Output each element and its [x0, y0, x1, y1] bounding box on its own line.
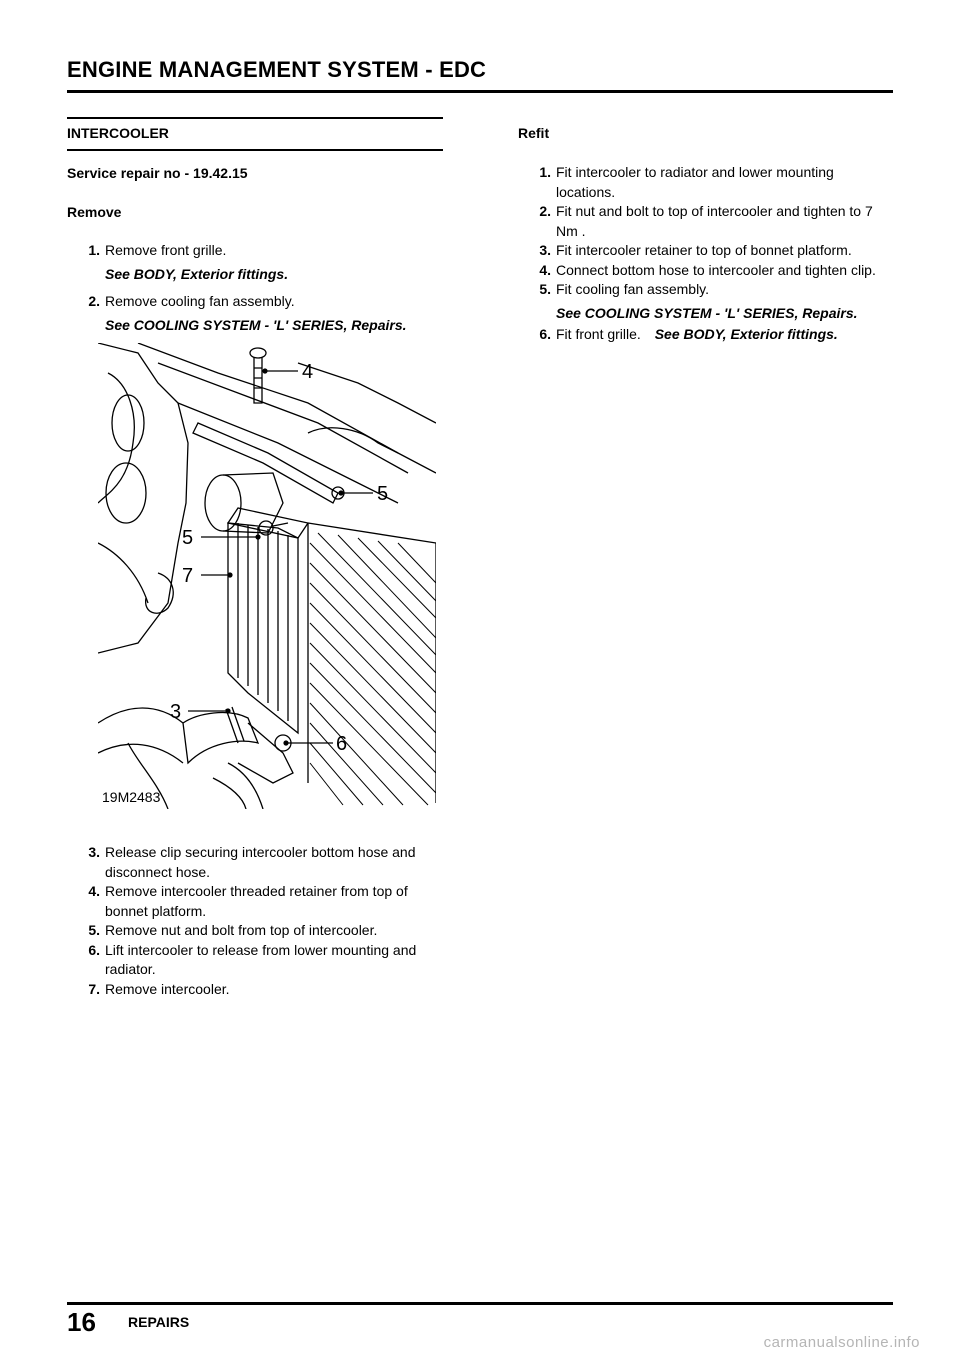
- page-number: 16: [67, 1307, 96, 1337]
- service-repair-number: Service repair no - 19.42.15: [67, 165, 248, 181]
- step-number: 3.: [539, 242, 551, 258]
- callout-number: 6: [336, 733, 348, 755]
- intercooler-illustration: [98, 343, 436, 809]
- list-item: [518, 261, 894, 281]
- figure-id-label: 19M2483: [102, 789, 161, 805]
- remove-heading: Remove: [67, 204, 122, 220]
- list-item: [67, 882, 443, 921]
- step-number: 2.: [539, 203, 551, 219]
- step-number: 7.: [88, 980, 100, 997]
- cross-reference-link[interactable]: See BODY, Exterior fittings.: [654, 326, 838, 342]
- footer-section-label: REPAIRS: [128, 1314, 190, 1330]
- section-bottom-rule: [67, 149, 443, 151]
- step-text: Fit nut and bolt to top of intercooler and tighten to 7 Nm .: [556, 203, 873, 239]
- cross-reference-link[interactable]: See BODY, Exterior fittings.: [105, 265, 289, 282]
- remove-steps-list-a: [67, 241, 443, 335]
- list-item: [67, 980, 443, 1000]
- header-divider: [67, 90, 893, 93]
- callout-number: 4: [302, 361, 314, 383]
- watermark: carmanualsonline.info: [763, 1334, 920, 1351]
- list-item: [518, 325, 894, 345]
- list-item: [518, 202, 894, 241]
- step-text: Lift intercooler to release from lower mounting and radiator.: [105, 941, 417, 977]
- callout-number: 7: [182, 565, 194, 587]
- step-text: Release clip securing intercooler bottom hose and disconnect hose.: [105, 844, 416, 880]
- step-text: Fit cooling fan assembly.: [556, 281, 710, 297]
- step-number: 1.: [88, 242, 100, 258]
- step-text: Connect bottom hose to intercooler and tighten clip.: [556, 261, 876, 278]
- callout-number: 5: [182, 527, 194, 549]
- section-top-rule: [67, 117, 443, 119]
- step-number: 6.: [539, 326, 551, 342]
- step-text: Remove cooling fan assembly.: [105, 293, 295, 309]
- step-text: Fit intercooler to radiator and lower mounting locations.: [556, 164, 834, 200]
- page-header-title: ENGINE MANAGEMENT SYSTEM - EDC: [67, 57, 487, 82]
- footer-divider: [67, 1302, 893, 1305]
- section-title: INTERCOOLER: [67, 125, 169, 141]
- step-number: 4.: [539, 261, 551, 278]
- list-item: [67, 921, 443, 941]
- refit-heading: Refit: [518, 125, 550, 141]
- cross-reference-link[interactable]: See COOLING SYSTEM - 'L' SERIES, Repairs.: [105, 316, 407, 333]
- list-item: [518, 163, 894, 202]
- list-item: [518, 241, 894, 261]
- refit-steps-list: [518, 163, 894, 345]
- step-number: 5.: [539, 281, 551, 297]
- list-item: [67, 941, 443, 980]
- step-text: Remove intercooler.: [105, 980, 230, 997]
- callout-number: 3: [170, 701, 182, 723]
- step-number: 4.: [88, 883, 100, 899]
- step-text: Remove intercooler threaded retainer from top of bonnet platform.: [105, 883, 408, 919]
- step-number: 6.: [88, 941, 100, 958]
- remove-steps-list-b: [67, 843, 443, 999]
- list-item: [67, 843, 443, 882]
- step-text: Fit intercooler retainer to top of bonnet platform.: [556, 242, 852, 258]
- step-number: 2.: [88, 293, 100, 309]
- list-item: [67, 292, 443, 335]
- cross-reference-link[interactable]: See COOLING SYSTEM - 'L' SERIES, Repairs.: [556, 304, 858, 321]
- list-item: [67, 241, 443, 284]
- step-text: Fit front grille.: [556, 326, 641, 342]
- step-number: 5.: [88, 922, 100, 938]
- step-number: 1.: [539, 164, 551, 180]
- callout-number: 5: [377, 483, 389, 505]
- step-number: 3.: [88, 844, 100, 860]
- step-text: Remove nut and bolt from top of intercooler.: [105, 922, 378, 938]
- step-text: Remove front grille.: [105, 242, 227, 258]
- list-item: [518, 280, 894, 323]
